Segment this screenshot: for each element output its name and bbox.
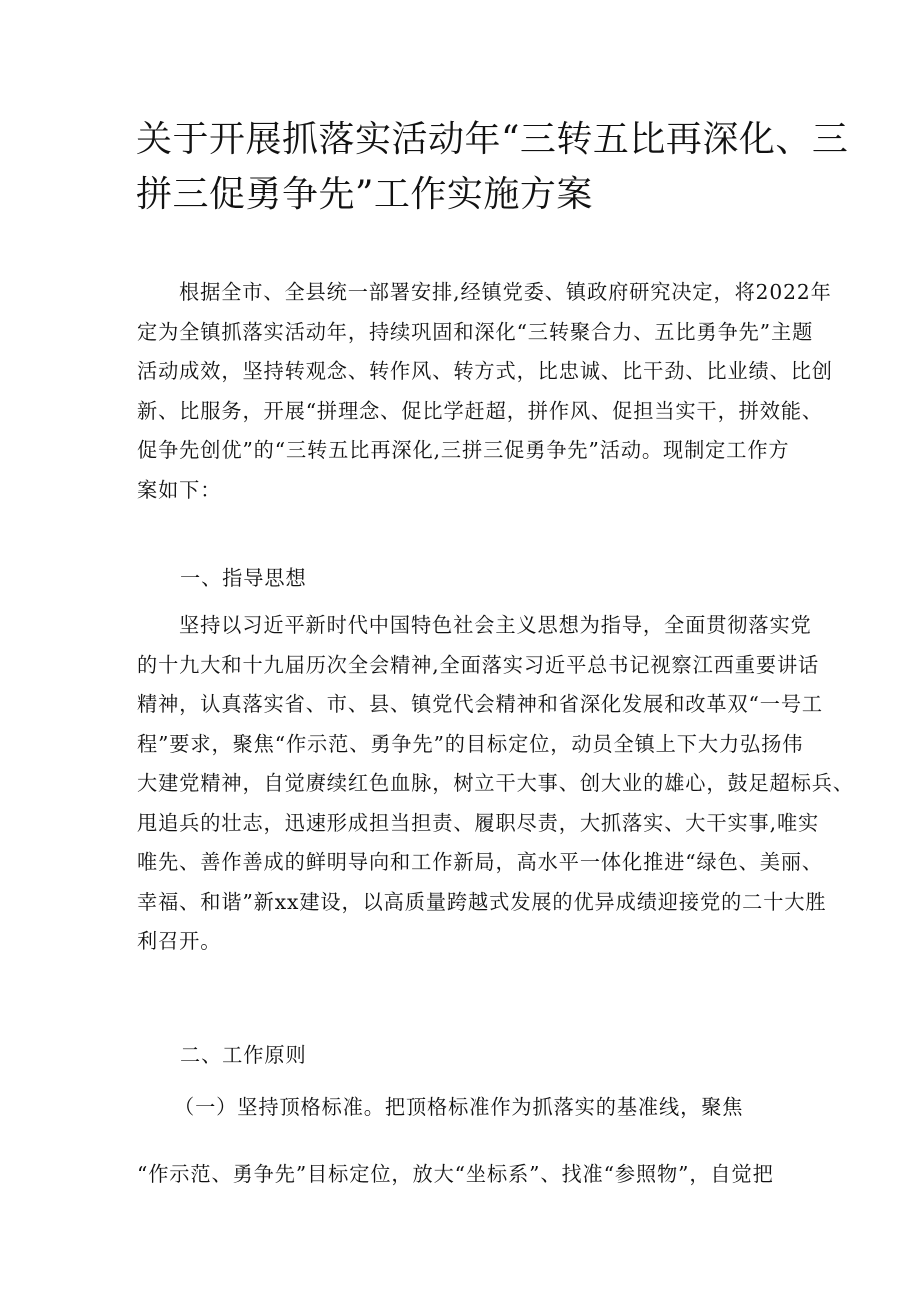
principle-1-line-2: “作示范、勇争先”目标定位，放大“坐标系”、找准“参照物”，自觉把 — [137, 1162, 774, 1186]
paragraph-line: 活动成效，坚持转观念、转作风、转方式，比忠诚、比干劲、比业绩、比创 — [137, 359, 833, 383]
title-line-2: 拼三促勇争先”工作实施方案 — [136, 174, 593, 215]
paragraph-line: 坚持以习近平新时代中国特色社会主义思想为指导，全面贯彻落实党 — [179, 613, 812, 637]
paragraph-line: 的十九大和十九届历次全会精神,全面落实习近平总书记视察江西重要讲话 — [137, 652, 820, 677]
document-title — [136, 112, 849, 222]
paragraph-line: 程”要求，聚焦“作示范、勇争先”的目标定位，动员全镇上下大力弘扬伟 — [137, 731, 804, 756]
title-line-1: 关于开展抓落实活动年“三转五比再深化、三 — [136, 119, 849, 160]
paragraph-line: 大建党精神，自觉赓续红色血脉，树立干大事、创大业的雄心，鼓足超标兵、 — [137, 771, 854, 795]
paragraph-line: 精神，认真落实省、市、县、镇党代会精神和省深化发展和改革双“一号工 — [137, 692, 824, 716]
paragraph-line: 新、比服务，开展“拼理念、促比学赶超，拼作风、促担当实干，拼效能、 — [137, 398, 824, 423]
paragraph-line: 促争先创优”的“三转五比再深化,三拼三促勇争先”活动。现制定工作方 — [137, 438, 790, 462]
guiding-ideology-paragraph — [137, 606, 854, 962]
paragraph-line: 幸福、和谐”新xx建设，以高质量跨越式发展的优异成绩迎接党的二十大胜 — [137, 889, 827, 914]
section-heading-guiding-ideology: 一、指导思想 — [180, 566, 307, 590]
paragraph-line: 唯先、善作善成的鲜明导向和工作新局，高水平一体化推进“绿色、美丽、 — [137, 850, 824, 874]
paragraph-line: 案如下： — [137, 477, 222, 502]
paragraph-line: 根据全市、全县统一部署安排,经镇党委、镇政府研究决定，将2022年 — [179, 280, 832, 304]
paragraph-line: 利召开。 — [137, 929, 222, 953]
paragraph-line: 定为全镇抓落实活动年，持续巩固和深化“三转聚合力、五比勇争先”主题 — [137, 319, 814, 344]
section-heading-work-principles: 二、工作原则 — [180, 1043, 307, 1067]
paragraph-line: 甩追兵的壮志，迅速形成担当担责、履职尽责，大抓落实、大干实事,唯实 — [137, 810, 820, 835]
intro-paragraph — [137, 273, 833, 510]
principle-1-line-1: （一）坚持顶格标准。把顶格标准作为抓落实的基准线，聚焦 — [174, 1095, 744, 1119]
